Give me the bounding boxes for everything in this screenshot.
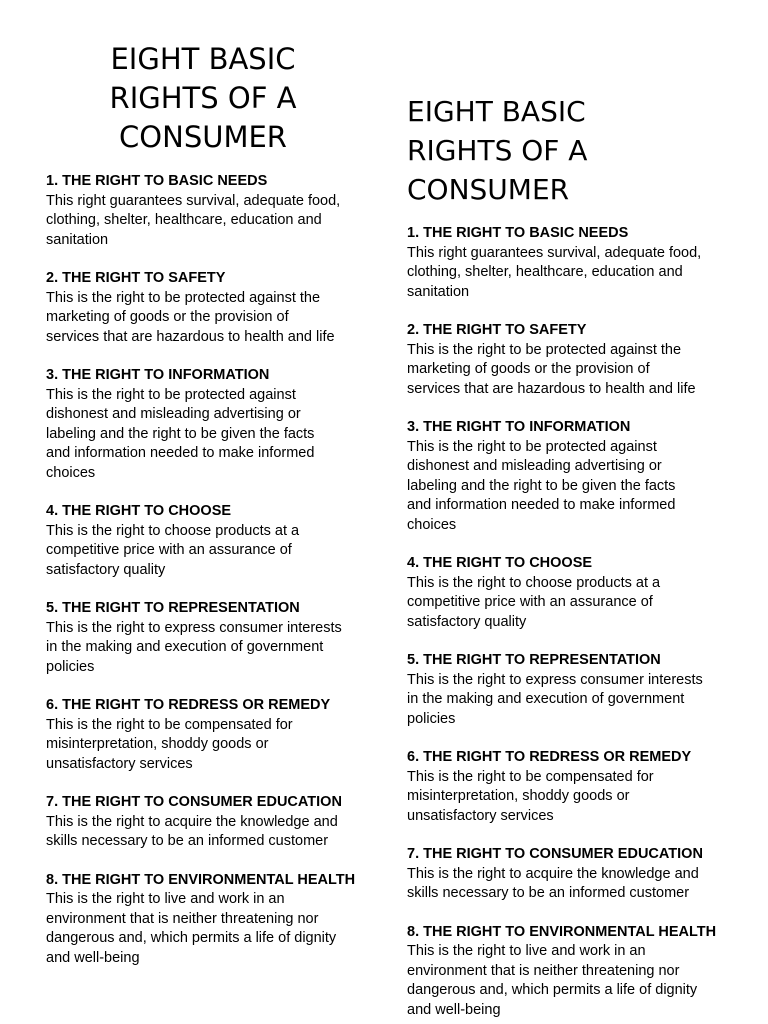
title-line: EIGHT BASIC (407, 95, 586, 128)
description-line: competitive price with an assurance of (407, 594, 653, 610)
right-item (407, 554, 727, 632)
right-description (46, 716, 364, 775)
description-line: This is the right to express consumer interests (407, 671, 703, 688)
title-line: CONSUMER (119, 120, 287, 154)
right-heading: 4. THE RIGHT TO CHOOSE (46, 503, 232, 519)
description-line: This is the right to acquire the knowledge and (46, 813, 338, 830)
description-line: competitive price with an assurance of (46, 542, 292, 558)
document-title (46, 40, 360, 157)
description-line: choices (46, 464, 96, 481)
description-line: environment that is neither threatening nor (46, 910, 319, 927)
right-heading: 2. THE RIGHT TO SAFETY (46, 270, 226, 286)
description-line: sanitation (46, 231, 109, 248)
description-line: misinterpretation, shoddy goods or (46, 736, 269, 752)
right-item (407, 748, 727, 826)
right-description (407, 574, 727, 633)
document-title (407, 92, 727, 209)
right-heading: 5. THE RIGHT TO REPRESENTATION (407, 652, 661, 668)
right-item (46, 502, 364, 580)
right-description (407, 671, 727, 730)
right-heading: 1. THE RIGHT TO BASIC NEEDS (407, 225, 629, 241)
right-description (46, 890, 364, 968)
description-line: dishonest and misleading advertising or (407, 458, 662, 474)
description-line: dangerous and, which permits a life of dignity (46, 930, 337, 946)
right-item (46, 871, 364, 969)
description-line: clothing, shelter, healthcare, education and (407, 264, 683, 280)
title-line: EIGHT BASIC (110, 42, 296, 76)
right-heading: 7. THE RIGHT TO CONSUMER EDUCATION (407, 846, 703, 862)
description-line: and well-being (46, 949, 140, 966)
description-line: in the making and execution of government (407, 691, 685, 707)
description-line: services that are hazardous to health and life (46, 328, 335, 345)
right-item (407, 923, 727, 1021)
right-item (46, 172, 364, 250)
right-item (46, 269, 364, 347)
description-line: marketing of goods or the provision of (407, 361, 650, 377)
right-item (407, 418, 727, 535)
right-item (46, 366, 364, 483)
right-description (407, 865, 727, 904)
right-heading: 3. THE RIGHT TO INFORMATION (407, 419, 631, 435)
description-line: satisfactory quality (46, 561, 166, 578)
description-line: dishonest and misleading advertising or (46, 406, 301, 422)
description-line: in the making and execution of government (46, 639, 324, 655)
description-line: This is the right to express consumer interests (46, 619, 342, 636)
description-line: satisfactory quality (407, 613, 527, 630)
right-description (46, 813, 364, 852)
description-line: and well-being (407, 1001, 501, 1018)
right-description (46, 289, 364, 348)
right-heading: 8. THE RIGHT TO ENVIRONMENTAL HEALTH (407, 923, 717, 940)
right-description (407, 341, 727, 400)
right-item (407, 845, 727, 904)
rights-list (46, 172, 364, 987)
description-line: unsatisfactory services (46, 755, 193, 772)
description-line: This is the right to choose products at a (46, 522, 300, 539)
right-heading: 5. THE RIGHT TO REPRESENTATION (46, 600, 300, 616)
right-item (407, 321, 727, 399)
right-description (46, 522, 364, 581)
description-line: This is the right to be compensated for (46, 716, 293, 733)
description-line: policies (46, 658, 95, 675)
description-line: misinterpretation, shoddy goods or (407, 788, 630, 804)
description-line: choices (407, 516, 457, 533)
right-description (407, 244, 727, 303)
description-line: This is the right to be protected against (46, 386, 296, 403)
description-line: This is the right to live and work in an (46, 891, 285, 907)
description-line: labeling and the right to be given the facts (407, 477, 676, 494)
description-line: unsatisfactory services (407, 807, 554, 824)
right-description (407, 438, 727, 536)
title-line: CONSUMER (407, 173, 570, 206)
description-line: labeling and the right to be given the facts (46, 425, 315, 442)
rights-list (407, 224, 727, 1018)
right-description (46, 192, 364, 251)
title-line: RIGHTS OF A (109, 81, 297, 115)
description-line: and information needed to make informed (46, 445, 315, 461)
description-line: This is the right to choose products at a (407, 574, 661, 591)
description-line: policies (407, 710, 456, 727)
description-line: This is the right to be protected against (407, 438, 657, 455)
description-line: This is the right to live and work in an (407, 943, 646, 959)
description-line: dangerous and, which permits a life of dignity (407, 982, 698, 998)
right-heading: 6. THE RIGHT TO REDRESS OR REMEDY (407, 749, 692, 765)
right-item (46, 793, 364, 852)
description-line: marketing of goods or the provision of (46, 309, 289, 325)
right-item (46, 696, 364, 774)
description-line: This right guarantees survival, adequate food, (407, 244, 702, 261)
description-line: This right guarantees survival, adequate food, (46, 192, 341, 209)
right-item (407, 651, 727, 729)
right-description (46, 386, 364, 484)
right-heading: 3. THE RIGHT TO INFORMATION (46, 367, 270, 383)
right-heading: 7. THE RIGHT TO CONSUMER EDUCATION (46, 794, 342, 810)
right-description (46, 619, 364, 678)
description-line: and information needed to make informed (407, 497, 676, 513)
right-item (46, 599, 364, 677)
right-description (407, 768, 727, 827)
description-line: skills necessary to be an informed customer (407, 885, 690, 901)
description-line: clothing, shelter, healthcare, education and (46, 212, 322, 228)
right-heading: 6. THE RIGHT TO REDRESS OR REMEDY (46, 697, 331, 713)
right-heading: 4. THE RIGHT TO CHOOSE (407, 555, 593, 571)
right-heading: 1. THE RIGHT TO BASIC NEEDS (46, 173, 268, 189)
description-line: environment that is neither threatening nor (407, 962, 680, 979)
right-heading: 2. THE RIGHT TO SAFETY (407, 322, 587, 338)
right-description (407, 942, 727, 1020)
title-line: RIGHTS OF A (407, 134, 588, 167)
description-line: services that are hazardous to health and life (407, 380, 696, 397)
description-line: sanitation (407, 283, 470, 300)
right-item (407, 224, 727, 302)
description-line: This is the right to be compensated for (407, 768, 654, 785)
description-line: This is the right to be protected against the (407, 341, 682, 358)
description-line: This is the right to acquire the knowledge and (407, 865, 699, 882)
description-line: This is the right to be protected against the (46, 289, 321, 306)
description-line: skills necessary to be an informed customer (46, 833, 329, 849)
right-heading: 8. THE RIGHT TO ENVIRONMENTAL HEALTH (46, 871, 356, 888)
